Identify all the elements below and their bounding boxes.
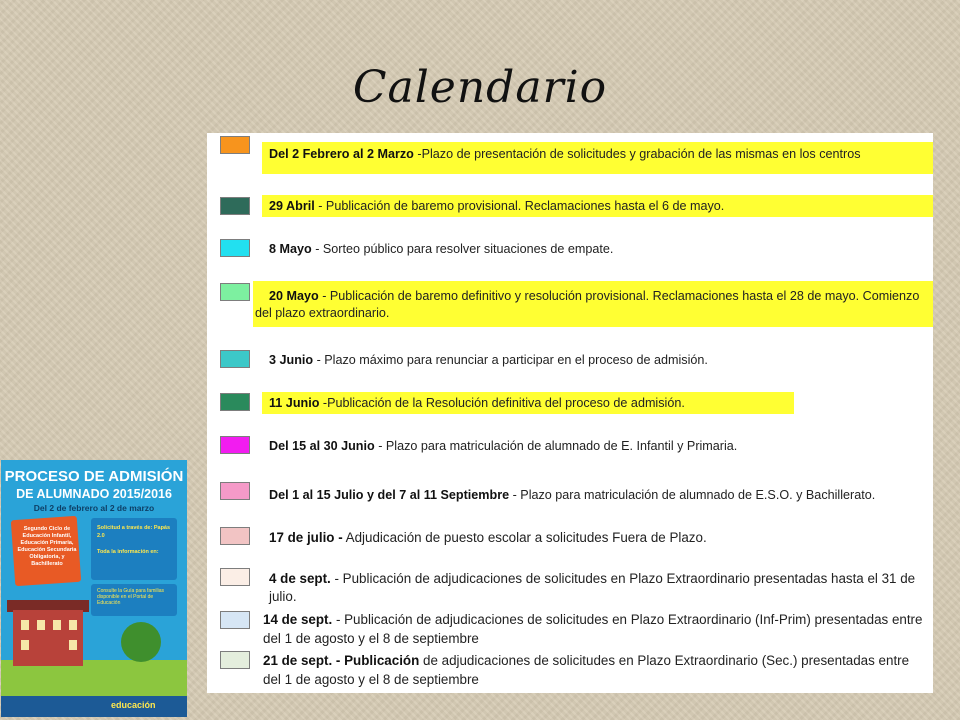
calendar-entry: 3 Junio - Plazo máximo para renunciar a participar en el proceso de admisión.: [269, 353, 708, 367]
calendar-entry: 21 de sept. - Publicación de adjudicaciones de solicitudes en Plazo Extraordinario (Sec.) presentadas entre del 1 de agosto y el 8 de septiembre: [263, 653, 910, 687]
color-swatch: [220, 568, 250, 586]
color-swatch: [220, 436, 250, 454]
calendar-entry: Del 1 al 15 Julio y del 7 al 11 Septiembre - Plazo para matriculación de alumnado de E.S.O. y Bachillerato.: [269, 488, 876, 502]
poster-guide-text: Consulte la Guía para familias disponible en el Portal de Educación: [97, 588, 164, 606]
calendar-entry: 4 de sept. - Publicación de adjudicaciones de solicitudes en Plazo Extraordinario presentadas hasta el 31 de julio.: [269, 571, 916, 604]
poster-info-text: Solicitud a través de: Papás 2.0 Toda la información en:: [97, 525, 171, 555]
calendar-entry: 14 de sept. - Publicación de adjudicaciones de solicitudes en Plazo Extraordinario (Inf-Prim) presentadas entre del 1 de agosto y el 8 de septiembre: [263, 612, 923, 646]
poster-dates: Del 2 de febrero al 2 de marzo: [33, 503, 155, 513]
calendar-entry: Del 2 Febrero al 2 Marzo -Plazo de presentación de solicitudes y grabación de las mismas en los centros: [269, 147, 861, 161]
color-swatch: [220, 527, 250, 545]
calendar-entry: 29 Abril - Publicación de baremo provisional. Reclamaciones hasta el 6 de mayo.: [269, 199, 725, 213]
color-swatch: [220, 283, 250, 301]
color-swatch: [220, 611, 250, 629]
calendar-panel: [207, 133, 933, 693]
color-swatch: [220, 197, 250, 215]
poster-footer: [1, 696, 187, 717]
calendar-entry: Del 15 al 30 Junio - Plazo para matriculación de alumnado de E. Infantil y Primaria.: [269, 439, 738, 453]
color-swatch: [220, 239, 250, 257]
calendar-entry: 8 Mayo - Sorteo público para resolver situaciones de empate.: [269, 242, 614, 256]
poster-subheading: DE ALUMNADO 2015/2016: [16, 487, 172, 501]
school-building-illustration: [13, 610, 83, 666]
calendar-entry: 17 de julio - Adjudicación de puesto escolar a solicitudes Fuera de Plazo.: [269, 530, 707, 545]
poster-heading: PROCESO DE ADMISIÓN: [4, 468, 184, 485]
color-swatch: [220, 482, 250, 500]
poster-levels-text: Segundo Ciclo de Educación Infantil, Educación Primaria, Educación Secundaria Obligatoria, y Bachillerato: [17, 526, 77, 567]
admission-poster: [1, 460, 187, 717]
tree-illustration: [121, 622, 161, 662]
color-swatch: [220, 651, 250, 669]
color-swatch: [220, 136, 250, 154]
calendar-entry: 20 Mayo - Publicación de baremo definitivo y resolución provisional. Reclamaciones hasta el 28 de mayo. Comienzo del plazo extraordinario.: [255, 289, 920, 320]
color-swatch: [220, 393, 250, 411]
slide-title: Calendario: [352, 62, 608, 113]
education-logo: educación: [111, 700, 156, 710]
calendar-entry: 11 Junio -Publicación de la Resolución definitiva del proceso de admisión.: [269, 396, 685, 410]
color-swatch: [220, 350, 250, 368]
